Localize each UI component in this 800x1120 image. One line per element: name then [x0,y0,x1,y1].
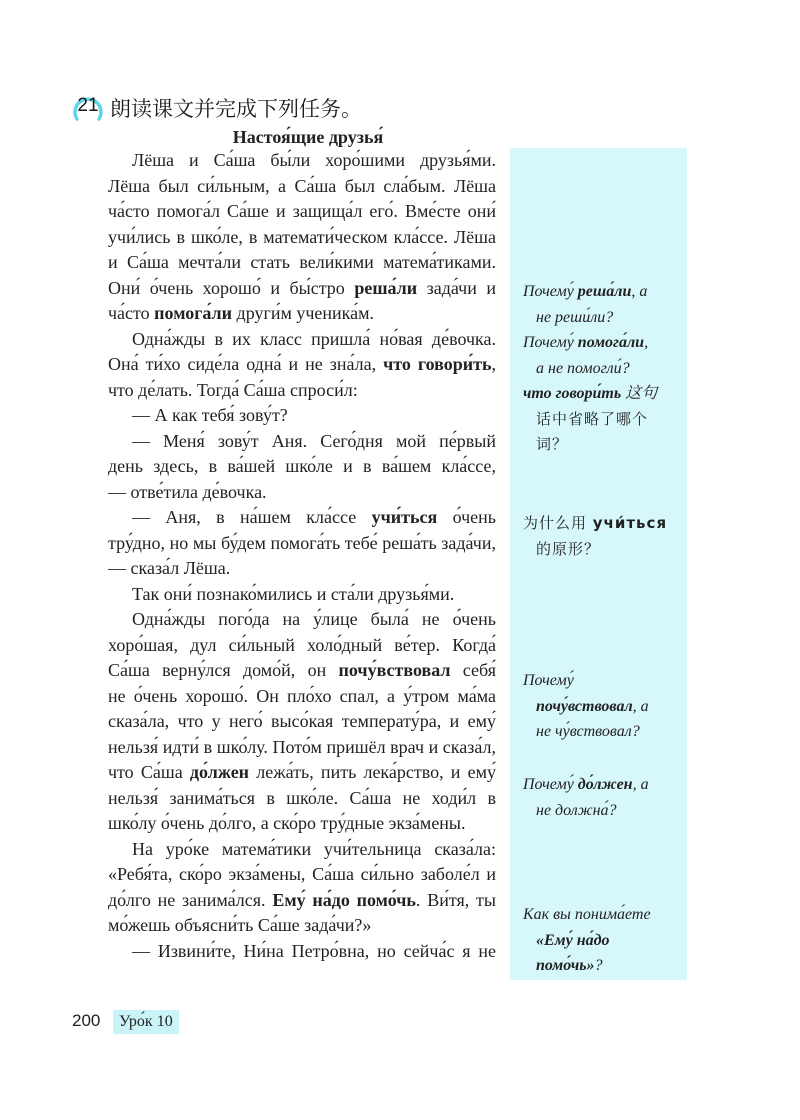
text-line: Одна́жды пого́да на у́лице была́ не о́чень [132,609,496,629]
side-note [523,668,687,745]
text-line: день здесь, в ва́шей шко́ле и в ва́шем кла́ссе, [108,456,496,476]
text-line: и Са́ша мечта́ли стать вели́кими матема́тиками. [108,252,496,272]
text-line: Лёша и Са́ша бы́ли хоро́шими друзья́ми. [132,150,496,170]
note-line: Как вы понима́ете [523,906,651,923]
text-line: — сказа́л Лёша. [108,558,231,578]
text-line: — Аня, в на́шем кла́ссе учи́ться о́чень [132,507,496,527]
notes-sidebar [510,148,687,980]
note-line: помо́чь»? [536,957,603,974]
note-line: 词？ [536,435,569,453]
text-line: нельзя́ идти́ в шко́лу. Пото́м пришёл врач и сказа́л, [108,736,496,757]
text-line: не о́чень хорошо́. Он пло́хо спал, а у́тром ма́ма [108,685,496,706]
note-line: что говори́ть 这句 [523,385,658,402]
side-note [523,330,687,381]
text-line: Лёша был си́льным, а Са́ша был сла́бым. Лёша [108,175,496,196]
text-line: ча́сто помога́л Са́ше и защища́л его́. Вме́сте они́ [108,201,496,221]
text-line: мо́жешь объясни́ть Са́ше зада́чи?» [108,915,372,935]
text-line: Она́ ти́хо сиде́ла одна́ и не зна́ла, что говори́ть, [108,354,496,374]
text-line: — отве́тила де́вочка. [108,481,267,502]
side-note [523,381,687,458]
side-note [523,902,687,979]
note-line: «Ему́ на́до [536,931,610,949]
text-line: нельзя́ занима́ться в шко́ле. Са́ша не ходи́л в [108,787,496,808]
task-instruction: 朗读课文并完成下列任务。 [110,97,362,121]
note-line: не чу́вствовал? [536,723,640,740]
side-note [523,279,687,330]
text-line: На уро́ке матема́тики учи́тельница сказа́ла: [132,838,496,859]
side-note [523,511,687,562]
text-line: ча́сто помога́ли други́м ученика́м. [108,303,375,323]
task-number-badge [71,92,105,122]
task-number: 21 [77,95,99,116]
text-line: — Извини́те, Ни́на Петро́вна, но сейча́с я не [132,940,496,961]
note-line: 话中省略了哪个 [536,409,649,428]
text-line: Они́ о́чень хорошо́ и бы́стро реша́ли зада́чи и [108,277,496,298]
text-title: Настоя́щие друзья́ [232,127,384,147]
lesson-label: Уро́к 10 [113,1010,179,1034]
text-line: сказа́ла, что у него́ высо́кая температу́ра, и ему́ [108,711,496,731]
text-line: хоро́шая, дул си́льный холо́дный ве́тер. Когда́ [108,634,496,655]
text-line: — А как тебя́ зову́т? [132,405,288,425]
text-line: «Ребя́та, ско́ро экза́мены, Са́ша си́льно заболе́л и [108,864,496,884]
note-line: 为什么用 учи́ться [523,514,668,532]
note-line: не реши́ли? [536,308,614,326]
note-line: Почему́ помога́ли, [523,334,649,351]
note-line: Почему́ [523,672,574,689]
note-line: 的原形？ [536,539,601,558]
page-number: 200 [72,1011,101,1030]
text-line: — Меня́ зову́т Аня. Сего́дня мой пе́рвый [132,430,496,451]
text-line: тру́дно, но мы бу́дем помога́ть тебе́ реша́ть зада́чи, [108,532,496,553]
text-line: что Са́ша до́лжен лежа́ть, пить лека́рство, и ему́ [108,762,497,782]
text-line: шко́лу о́чень до́лго, а ско́ро тру́дные экза́мены. [108,813,466,833]
text-line: до́лго не занима́лся. Ему́ на́до помо́чь. Ви́тя, ты [108,889,496,910]
main-text [108,148,496,964]
side-note [523,772,687,823]
note-line: а не помогли́? [536,359,630,377]
text-line: Одна́жды в их класс пришла́ но́вая де́вочка. [132,328,496,349]
note-line: почу́вствовал, а [536,697,649,715]
text-line: Са́ша верну́лся домо́й, он почу́вствовал себя́ [108,660,496,680]
note-line: Почему́ реша́ли, а [523,283,648,300]
text-line: учи́лись в шко́ле, в математи́ческом кла́ссе. Лёша [108,226,496,247]
note-line: не должна́? [536,801,617,819]
note-line: Почему́ до́лжен, а [523,776,649,793]
text-line: что де́лать. Тогда́ Са́ша спроси́л: [108,379,358,400]
text-line: Так они́ познако́мились и ста́ли друзья́ми. [132,583,455,604]
